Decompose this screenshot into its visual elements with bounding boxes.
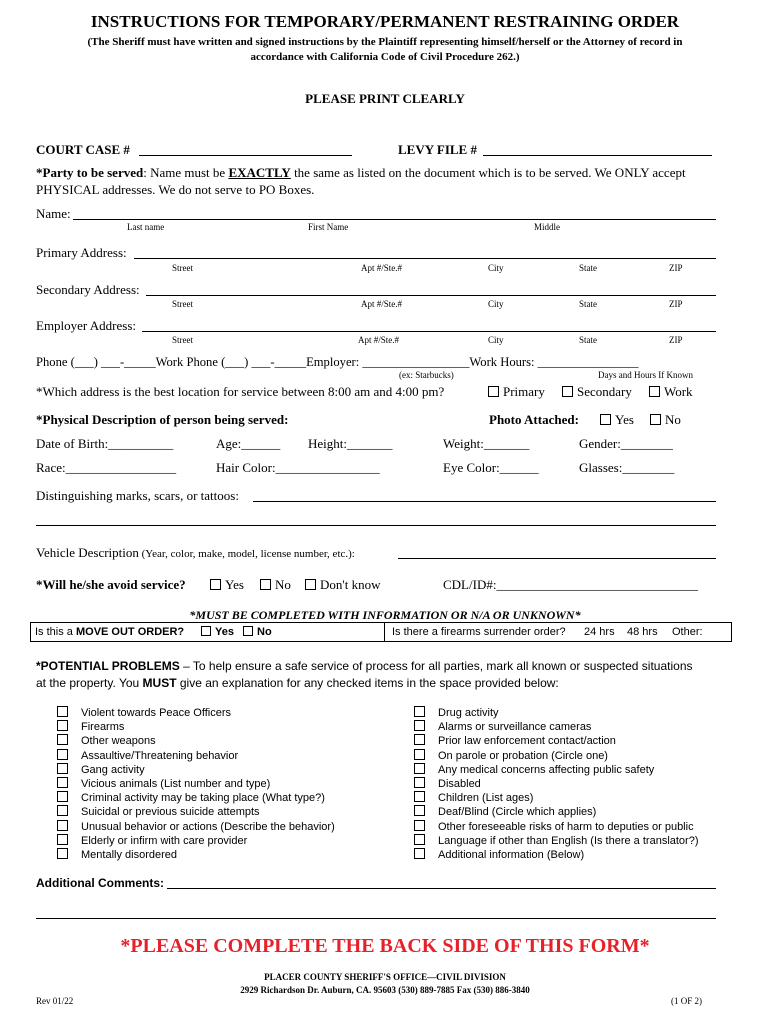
name-sub-middle: Middle (534, 222, 560, 232)
checkbox-icon[interactable] (57, 706, 68, 717)
problems-must: MUST (142, 676, 177, 690)
additional-comments-label: Additional Comments: (36, 876, 165, 890)
best-option-primary[interactable] (488, 384, 545, 400)
best-option-work[interactable] (649, 384, 693, 400)
checkbox-icon[interactable] (305, 579, 316, 590)
problems-text-a: – To help ensure a safe service of process for all parties, mark all known or suspected situations (179, 659, 693, 673)
physical-heading: *Physical Description of person being served: (36, 412, 289, 427)
phone-line[interactable]: Phone (___) ___-_____Work Phone (___) ___-_____Employer: _________________Work Hours: ________________ (36, 355, 639, 369)
header-note-line2: accordance with California Code of Civil Procedure 262.) (250, 51, 520, 63)
party-intro-heading: *Party to be served (36, 165, 144, 180)
work-hours-hint: Days and Hours If Known (598, 370, 693, 380)
party-intro-text-b: the same as listed on the document which is to be served. We ONLY accept (290, 165, 686, 180)
secondary-sub-city: City (488, 299, 504, 309)
checkbox-icon[interactable] (414, 777, 425, 788)
primary-sub-apt: Apt #/Ste.# (361, 263, 403, 273)
problem-left-item[interactable] (57, 834, 247, 847)
problem-right-item-label: Deaf/Blind (Circle which applies) (438, 806, 597, 819)
photo-attached-label: Photo Attached: (489, 412, 579, 427)
checkbox-icon[interactable] (57, 749, 68, 760)
best-location-question: *Which address is the best location for service between 8:00 am and 4:00 pm? (36, 384, 445, 399)
levy-file-field[interactable] (483, 155, 712, 156)
checkbox-icon[interactable] (57, 834, 68, 845)
vehicle-description (36, 545, 355, 561)
checkbox-icon[interactable] (260, 579, 271, 590)
name-label: Name: (36, 206, 71, 221)
problem-left-item[interactable] (57, 706, 231, 719)
weight-field[interactable]: Weight:_______ (443, 436, 530, 451)
photo-option-yes-label: Yes (615, 412, 634, 427)
problem-right-item[interactable] (414, 791, 533, 804)
cdl-id-field[interactable]: CDL/ID#:_______________________________ (443, 577, 698, 592)
problem-left-item-label: Suicidal or previous suicide attempts (81, 806, 260, 819)
problem-left-item[interactable] (57, 791, 325, 804)
form-title: INSTRUCTIONS FOR TEMPORARY/PERMANENT RESTRAINING ORDER (90, 12, 680, 31)
primary-address-label: Primary Address: (36, 245, 127, 260)
problem-left-item-label: Mentally disordered (81, 849, 177, 861)
checkbox-icon[interactable] (57, 820, 68, 831)
problem-left-item[interactable] (57, 777, 270, 790)
height-field[interactable]: Height:_______ (308, 436, 393, 451)
print-clearly-heading: PLEASE PRINT CLEARLY (305, 91, 465, 106)
party-intro-text-a: : Name must be (143, 165, 229, 180)
revision: Rev 01/22 (36, 996, 74, 1006)
employer-sub-city: City (488, 335, 504, 345)
employer-hint: (ex: Starbucks) (399, 370, 454, 380)
problem-left-item[interactable] (57, 734, 156, 747)
checkbox-icon[interactable] (600, 414, 611, 425)
primary-sub-city: City (488, 263, 504, 273)
checkbox-icon[interactable] (243, 626, 253, 636)
problem-right-item-label: Other foreseeable risks of harm to deputies or public (438, 820, 694, 833)
problem-right-item-label: Any medical concerns affecting public safety (438, 763, 655, 776)
problem-right-item-label: Language if other than English (Is there a translator?) (438, 834, 699, 847)
problem-right-item-label: On parole or probation (Circle one) (438, 749, 608, 762)
photo-option-no[interactable] (650, 412, 681, 428)
secondary-address-label: Secondary Address: (36, 282, 140, 297)
avoid-option-no-label: No (275, 577, 291, 592)
checkbox-icon[interactable] (414, 820, 425, 831)
checkbox-icon[interactable] (57, 734, 68, 745)
best-option-secondary[interactable] (562, 384, 632, 400)
additional-comments-field-line2[interactable] (36, 918, 716, 919)
checkbox-icon[interactable] (414, 763, 425, 774)
problem-left-item[interactable] (57, 763, 145, 776)
problem-left-item-label: Vicious animals (List number and type) (81, 778, 271, 790)
problem-right-item[interactable] (414, 834, 699, 847)
name-sub-first: First Name (308, 222, 349, 232)
problem-left-item-label: Criminal activity may be taking place (What type?) (81, 792, 325, 805)
additional-comments-field[interactable] (167, 888, 716, 889)
problem-left-item[interactable] (57, 820, 335, 833)
employer-sub-street: Street (172, 335, 193, 345)
problems-text-b1: at the property. You (36, 676, 143, 690)
photo-option-yes[interactable] (600, 412, 634, 428)
avoid-service-question: *Will he/she avoid service? (36, 577, 186, 592)
move-out-no-label: No (257, 626, 272, 638)
page-number: (1 OF 2) (671, 996, 702, 1006)
firearms-option-other[interactable]: Other: (672, 626, 703, 638)
office-name: PLACER COUNTY SHERIFF'S OFFICE—CIVIL DIVISION (264, 972, 506, 982)
checkbox-icon[interactable] (57, 763, 68, 774)
employer-address-label: Employer Address: (36, 318, 137, 333)
marks-label: Distinguishing marks, scars, or tattoos: (36, 488, 239, 503)
checkbox-icon[interactable] (201, 626, 211, 636)
checkbox-icon[interactable] (414, 805, 425, 816)
party-intro-exactly: EXACTLY (228, 165, 291, 180)
move-out-option-no[interactable] (243, 626, 272, 638)
problem-left-item[interactable] (57, 805, 260, 818)
employer-sub-apt: Apt #/Ste.# (358, 335, 400, 345)
checkbox-icon[interactable] (414, 749, 425, 760)
problem-left-item-label: Assaultive/Threatening behavior (81, 749, 239, 762)
checkbox-icon[interactable] (57, 848, 68, 859)
move-out-yes-label: Yes (215, 626, 234, 638)
vehicle-hint: (Year, color, make, model, license number, etc.): (138, 548, 355, 560)
problem-right-item[interactable] (414, 763, 654, 776)
party-intro-line2: PHYSICAL addresses. We do not serve to PO Boxes. (36, 182, 315, 197)
firearms-option-48[interactable]: 48 hrs (627, 626, 658, 638)
must-complete-table (30, 622, 732, 642)
problem-right-item[interactable] (414, 720, 591, 733)
firearms-question: Is there a firearms surrender order? (392, 626, 566, 638)
vehicle-label: Vehicle Description (36, 545, 139, 560)
problem-left-item-label: Elderly or infirm with care provider (81, 834, 248, 847)
employer-address-field[interactable] (142, 331, 716, 332)
problem-right-item-label: Drug activity (438, 707, 499, 719)
must-complete-heading: *MUST BE COMPLETED WITH INFORMATION OR N/A OR UNKNOWN* (189, 608, 581, 622)
vehicle-field[interactable] (398, 558, 716, 559)
problem-right-item-label: Prior law enforcement contact/action (438, 735, 616, 748)
checkbox-icon[interactable] (414, 848, 425, 859)
employer-sub-zip: ZIP (669, 335, 683, 345)
avoid-option-dont-know-label: Don't know (320, 577, 381, 592)
checkbox-icon[interactable] (650, 414, 661, 425)
primary-sub-state: State (579, 263, 597, 273)
gender-field[interactable]: Gender:________ (579, 436, 673, 451)
problems-heading: *POTENTIAL PROBLEMS (36, 659, 180, 673)
problems-intro (36, 659, 693, 673)
checkbox-icon[interactable] (649, 386, 660, 397)
dob-field[interactable]: Date of Birth:__________ (36, 436, 174, 451)
checkbox-icon[interactable] (414, 720, 425, 731)
avoid-option-yes-label: Yes (225, 577, 244, 592)
avoid-option-no[interactable] (260, 577, 291, 593)
photo-option-no-label: No (665, 412, 681, 427)
problem-left-item[interactable] (57, 749, 238, 762)
secondary-sub-apt: Apt #/Ste.# (361, 299, 403, 309)
problem-right-item[interactable] (414, 805, 596, 818)
problem-left-item-label: Violent towards Peace Officers (81, 707, 232, 719)
move-out-option-yes[interactable] (201, 626, 234, 638)
problem-right-item[interactable] (414, 734, 616, 747)
back-side-notice: *PLEASE COMPLETE THE BACK SIDE OF THIS FORM* (120, 935, 650, 957)
checkbox-icon[interactable] (57, 805, 68, 816)
move-out-text: Is this a (35, 626, 76, 638)
problem-right-item[interactable] (414, 706, 499, 719)
problem-right-item[interactable] (414, 749, 608, 762)
levy-file-label: LEVY FILE # (398, 142, 477, 157)
problems-intro-line2 (36, 676, 559, 690)
problem-right-item[interactable] (414, 820, 694, 833)
checkbox-icon[interactable] (57, 720, 68, 731)
court-case-label: COURT CASE # (36, 142, 130, 157)
checkbox-icon[interactable] (57, 777, 68, 788)
eye-color-field[interactable]: Eye Color:______ (443, 460, 539, 475)
primary-address-field[interactable] (134, 258, 716, 259)
secondary-address-field[interactable] (146, 295, 716, 296)
name-sub-last: Last name (127, 222, 165, 232)
checkbox-icon[interactable] (414, 706, 425, 717)
secondary-sub-zip: ZIP (669, 299, 683, 309)
problem-right-item-label: Disabled (438, 778, 481, 790)
move-out-bold: MOVE OUT ORDER? (75, 626, 185, 638)
problem-left-item-label: Firearms (81, 721, 125, 734)
checkbox-icon[interactable] (210, 579, 221, 590)
avoid-option-yes[interactable] (210, 577, 244, 593)
marks-field[interactable] (253, 501, 716, 502)
checkbox-icon[interactable] (414, 834, 425, 845)
problem-right-item-label: Additional information (Below) (438, 849, 585, 861)
problem-left-item-label: Other weapons (81, 735, 156, 748)
problem-left-item[interactable] (57, 848, 177, 861)
court-case-field[interactable] (139, 155, 352, 156)
best-option-secondary-label: Secondary (577, 384, 632, 399)
best-option-work-label: Work (664, 384, 693, 399)
race-field[interactable]: Race:_________________ (36, 460, 177, 475)
best-option-primary-label: Primary (503, 384, 545, 399)
avoid-option-dont-know[interactable] (305, 577, 380, 593)
age-field[interactable]: Age:______ (216, 436, 281, 451)
secondary-sub-state: State (579, 299, 597, 309)
problems-text-b2: give an explanation for any checked items in the space provided below: (176, 676, 559, 690)
secondary-sub-street: Street (172, 299, 193, 309)
employer-sub-state: State (579, 335, 597, 345)
checkbox-icon[interactable] (414, 734, 425, 745)
checkbox-icon[interactable] (562, 386, 573, 397)
party-intro (36, 165, 686, 181)
problem-right-item[interactable] (414, 777, 481, 790)
office-address: 2929 Richardson Dr. Auburn, CA. 95603 (530) 889-7885 Fax (530) 886-3840 (240, 985, 530, 995)
checkbox-icon[interactable] (488, 386, 499, 397)
marks-field-line2[interactable] (36, 525, 716, 526)
checkbox-icon[interactable] (414, 791, 425, 802)
problem-left-item-label: Gang activity (81, 763, 145, 776)
problem-right-item-label: Alarms or surveillance cameras (438, 721, 592, 734)
table-divider (384, 623, 385, 641)
hair-color-field[interactable]: Hair Color:________________ (216, 460, 380, 475)
problem-right-item-label: Children (List ages) (438, 792, 534, 805)
problem-left-item-label: Unusual behavior or actions (Describe the behavior) (81, 820, 335, 833)
header-note-line1: (The Sheriff must have written and signed instructions by the Plaintiff representing himself/herself or the Attorney of record in (87, 36, 683, 48)
problem-left-item[interactable] (57, 720, 124, 733)
glasses-field[interactable]: Glasses:________ (579, 460, 675, 475)
firearms-option-24[interactable]: 24 hrs (584, 626, 615, 638)
primary-sub-street: Street (172, 263, 193, 273)
primary-sub-zip: ZIP (669, 263, 683, 273)
move-out-order-question (35, 626, 184, 638)
additional-comments-text: Additional Comments (36, 876, 161, 890)
problem-right-item[interactable] (414, 848, 584, 861)
name-field[interactable] (73, 219, 716, 220)
checkbox-icon[interactable] (57, 791, 68, 802)
